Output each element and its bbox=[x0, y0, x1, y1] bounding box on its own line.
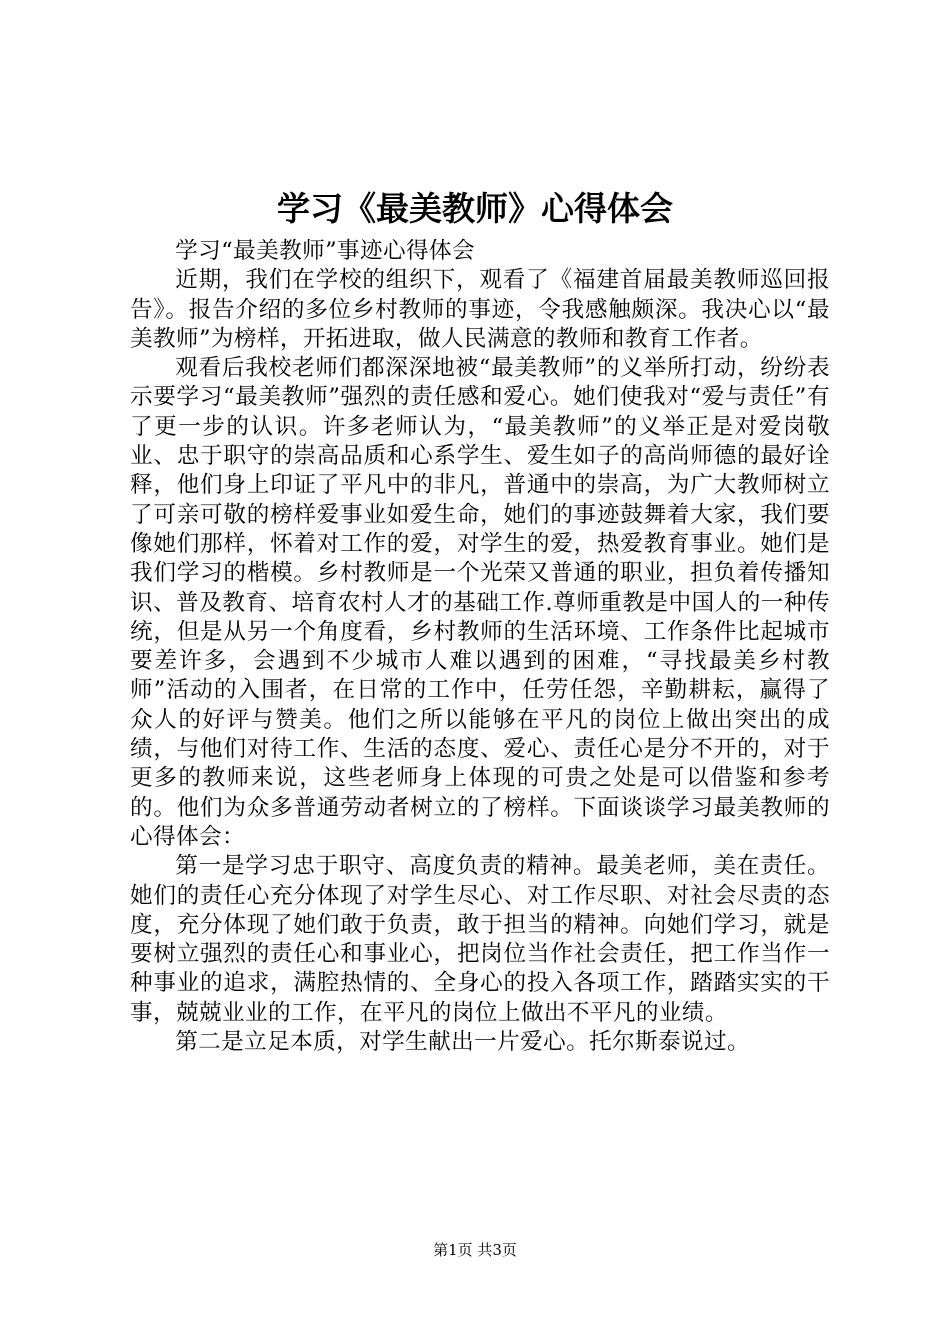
paragraph-point-one: 第一是学习忠于职守、高度负责的精神。最美老师，美在责任。她们的责任心充分体现了对学生尽心、对工作尽职、对社会尽责的态度，充分体现了她们敢于负责，敢于担当的精神。向她们学习，就是要树立强烈的责任心和事业心，把岗位当作社会责任，把工作当作一种事业的追求，满腔热情的、全身心的投入各项工作，踏踏实实的干事，兢兢业业的工作，在平凡的岗位上做出不平凡的业绩。 bbox=[130, 853, 830, 1026]
document-title: 学习《最美教师》心得体会 bbox=[277, 189, 673, 228]
page-number: 第1页 共3页 bbox=[433, 1241, 517, 1259]
paragraph-intro: 近期，我们在学校的组织下，观看了《福建首届最美教师巡回报告》。报告介绍的多位乡村教师的事迹，令我感触颇深。我决心以“最美教师”为榜样，开拓进取，做人民满意的教师和教育工作者。 bbox=[130, 267, 830, 352]
document-body bbox=[130, 237, 830, 1057]
paragraph-subtitle: 学习“最美教师”事迹心得体会 bbox=[175, 238, 476, 264]
paragraph-reflection: 观看后我校老师们都深深地被“最美教师”的义举所打动，纷纷表示要学习“最美教师”强烈的责任感和爱心。她们使我对“爱与责任”有了更一步的认识。许多老师认为，“最美教师”的义举正是对爱岗敬业、忠于职守的崇高品质和心系学生、爱生如子的高尚师德的最好诠释，他们身上印证了平凡中的非凡，普通中的崇高，为广大教师树立了可亲可敬的榜样爱事业如爱生命，她们的事迹鼓舞着大家，我们要像她们那样，怀着对工作的爱，对学生的爱，热爱教育事业。她们是我们学习的楷模。乡村教师是一个光荣又普通的职业，担负着传播知识、普及教育、培育农村人才的基础工作.尊师重教是中国人的一种传统，但是从另一个角度看，乡村教师的生活环境、工作条件比起城市要差许多，会遇到不少城市人难以遇到的困难，“寻找最美乡村教师”活动的入围者，在日常的工作中，任劳任怨，辛勤耕耘，赢得了众人的好评与赞美。他们之所以能够在平凡的岗位上做出突出的成绩，与他们对待工作、生活的态度、爱心、责任心是分不开的，对于更多的教师来说，这些老师身上体现的可贵之处是可以借鉴和参考的。他们为众多普通劳动者树立的了榜样。下面谈谈学习最美教师的心得体会： bbox=[130, 355, 830, 850]
paragraph-point-two: 第二是立足本质，对学生献出一片爱心。托尔斯泰说过。 bbox=[175, 1029, 751, 1056]
